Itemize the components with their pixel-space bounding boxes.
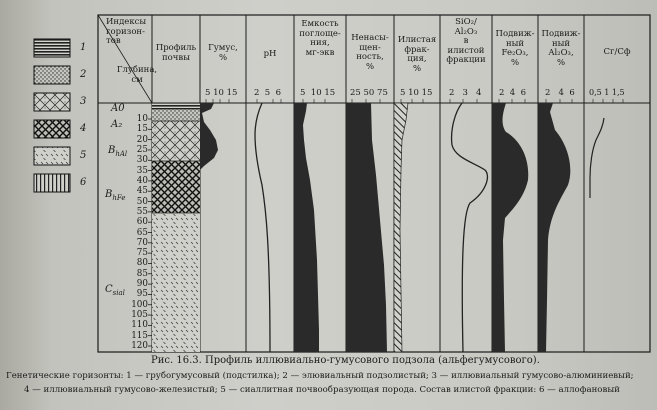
header-fe: Подвиж- ный Fe₂O₃, % bbox=[495, 29, 535, 68]
ticks-cgcf: 0,5 1 1,5 bbox=[589, 88, 625, 97]
horizon-csial: $C_{sial}$ bbox=[105, 284, 125, 297]
ph-curve bbox=[255, 103, 270, 352]
capacity-curve bbox=[294, 103, 319, 352]
sio2-curve bbox=[452, 103, 488, 352]
legend-number-3: 3 bbox=[80, 96, 87, 107]
header-indices: Индексы горизон- тов bbox=[106, 17, 147, 46]
depth-label: 20 bbox=[136, 134, 148, 145]
depth-label: 10 bbox=[136, 114, 148, 124]
legend-swatch-3 bbox=[34, 93, 70, 111]
legend-swatch-4 bbox=[34, 120, 70, 138]
cgcf-curve bbox=[590, 118, 604, 198]
header-silt: Илистая фрак- ция, % bbox=[397, 35, 437, 74]
header-unsaturation: Ненасы- щен- ность, % bbox=[351, 33, 389, 72]
depth-label: 95 bbox=[136, 289, 148, 300]
header-cgcf: Cг/Cф bbox=[603, 47, 631, 57]
legend-swatch-2 bbox=[34, 66, 70, 84]
depth-label: 70 bbox=[136, 237, 148, 248]
figure-caption-title: Рис. 16.3. Профиль иллювиально-гумусового подзола (альфегумусового). bbox=[151, 355, 540, 366]
ticks-ph: 2 5 6 bbox=[254, 88, 282, 98]
horizon-a0: A0 bbox=[111, 103, 125, 114]
legend-number-4: 4 bbox=[80, 123, 87, 134]
header-humus: Гумус, % bbox=[208, 43, 238, 63]
ticks-humus: 5 10 15 bbox=[205, 88, 238, 98]
depth-label: 55 bbox=[136, 206, 148, 217]
header-ph: pH bbox=[263, 49, 277, 59]
legend-number-1: 1 bbox=[80, 42, 87, 53]
horizon-a2: A₂ bbox=[111, 119, 123, 130]
ticks-al: 2 4 6 bbox=[545, 88, 575, 98]
legend-swatch-5 bbox=[34, 147, 70, 165]
depth-label: 85 bbox=[136, 268, 148, 279]
depth-label: 110 bbox=[131, 320, 148, 331]
depth-label: 100 bbox=[131, 299, 148, 310]
depth-label: 35 bbox=[136, 165, 148, 176]
horizon-bhal: $B_{hAl}$ bbox=[108, 145, 128, 158]
depth-label: 115 bbox=[131, 330, 148, 341]
ticks-sio2: 2 3 4 bbox=[449, 88, 482, 98]
legend-number-6: 6 bbox=[80, 177, 87, 188]
ticks-fe: 2 4 6 bbox=[499, 88, 527, 98]
depth-label: 120 bbox=[131, 341, 148, 351]
legend-swatch-1 bbox=[34, 39, 70, 57]
ticks-unsaturation: 25 50 75 bbox=[350, 88, 388, 98]
depth-label: 90 bbox=[136, 279, 148, 290]
depth-label: 15 bbox=[136, 124, 148, 135]
figure-caption-line1: Генетические горизонты: 1 — грубогумусовый (подстилка); 2 — элювиальный подзолистый; 3 — иллювиальный гумусово-алюминиевый; bbox=[6, 371, 634, 381]
ticks-silt: 5 10 15 bbox=[400, 88, 433, 98]
header-depth: Глубина, см bbox=[116, 65, 158, 85]
depth-label: 45 bbox=[136, 186, 148, 197]
al-curve bbox=[538, 103, 570, 352]
header-sio2: SiO₂/ Al₂O₃ в илистой фракции bbox=[446, 17, 486, 65]
legend-swatch-6 bbox=[34, 174, 70, 192]
fe-curve bbox=[492, 103, 528, 352]
humus-curve bbox=[200, 103, 218, 170]
header-al: Подвиж- ный Al₂O₃, % bbox=[541, 29, 581, 68]
legend-number-2: 2 bbox=[80, 69, 87, 80]
figure-caption-line2: 4 — иллювиальный гумусово-железистый; 5 — сиаллитная почвообразующая порода. Состав илистой фракции: 6 — аллофановый bbox=[24, 385, 620, 395]
silt-curve bbox=[394, 103, 408, 352]
header-profile: Профиль почвы bbox=[155, 43, 197, 63]
depth-label: 60 bbox=[136, 217, 148, 228]
header-capacity: Емкость поглоще- ния, мг-экв bbox=[299, 19, 341, 58]
depth-label: 30 bbox=[136, 155, 148, 166]
depth-label: 80 bbox=[136, 258, 148, 269]
depth-label: 75 bbox=[136, 248, 148, 259]
depth-label: 105 bbox=[131, 310, 148, 321]
unsaturation-curve bbox=[346, 103, 387, 352]
ticks-capacity: 5 10 15 bbox=[300, 88, 336, 98]
depth-label: 65 bbox=[136, 227, 148, 238]
depth-label: 50 bbox=[136, 196, 148, 207]
depth-label: 40 bbox=[136, 175, 148, 186]
depth-label: 25 bbox=[136, 144, 148, 155]
horizon-bhfe: $B_{hFe}$ bbox=[105, 189, 126, 202]
legend-number-5: 5 bbox=[80, 150, 87, 161]
